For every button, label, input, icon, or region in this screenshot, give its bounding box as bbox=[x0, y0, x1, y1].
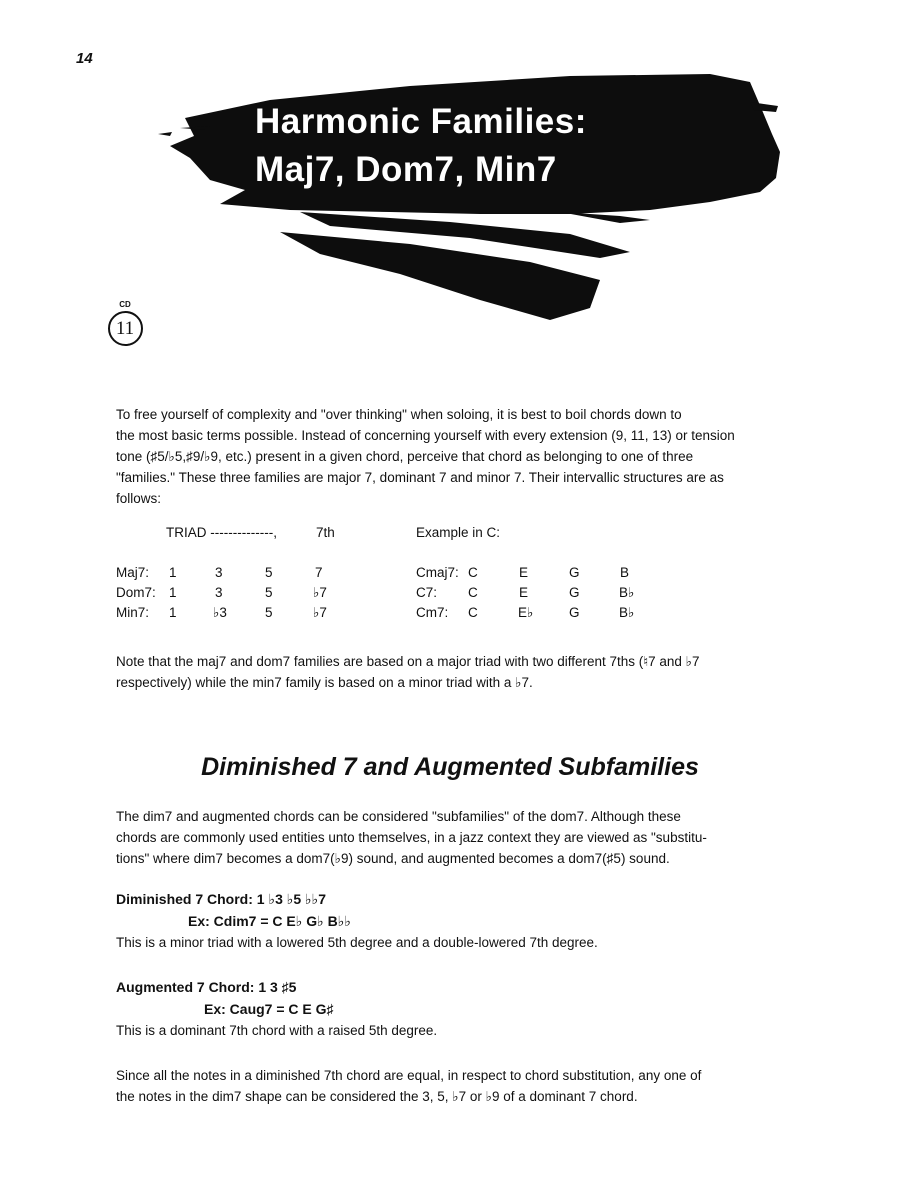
subfamily-paragraph bbox=[116, 806, 786, 869]
row-root: 1 bbox=[169, 565, 177, 580]
aug7-chord-example: Ex: Caug7 = C E G♯ bbox=[204, 1001, 334, 1017]
row-note: E♭ bbox=[518, 605, 534, 620]
row-fifth: 5 bbox=[265, 605, 273, 620]
row-note: B♭ bbox=[619, 585, 635, 600]
header-example: Example in C: bbox=[416, 525, 501, 540]
row-fifth: 5 bbox=[265, 585, 273, 600]
dim7-chord-example: Ex: Cdim7 = C E♭ G♭ B♭♭ bbox=[188, 913, 351, 929]
closing-line: Since all the notes in a diminished 7th chord are equal, in respect to chord substitution, any one of bbox=[116, 1068, 702, 1083]
row-example-name: Cmaj7: bbox=[416, 565, 459, 580]
cd-track-number: 11 bbox=[108, 311, 143, 346]
row-note: E bbox=[519, 565, 529, 580]
row-example-name: C7: bbox=[416, 585, 438, 600]
row-root: 1 bbox=[169, 585, 177, 600]
cd-track-badge bbox=[107, 300, 143, 346]
row-name: Dom7: bbox=[116, 585, 156, 600]
page-number: 14 bbox=[76, 50, 93, 67]
aug7-chord-title: Augmented 7 Chord: 1 3 ♯5 bbox=[116, 979, 297, 995]
row-fifth: 5 bbox=[265, 565, 273, 580]
row-example-name: Cm7: bbox=[416, 605, 449, 620]
intro-line: tone (♯5/♭5,♯9/♭9, etc.) present in a given chord, perceive that chord as belonging to one of three bbox=[116, 449, 694, 464]
row-note: E bbox=[519, 585, 529, 600]
dim7-chord-description: This is a minor triad with a lowered 5th degree and a double-lowered 7th degree. bbox=[116, 935, 598, 950]
row-third: ♭3 bbox=[213, 605, 227, 620]
row-note: B♭ bbox=[619, 605, 635, 620]
page-title bbox=[255, 98, 587, 194]
row-note: G bbox=[569, 585, 580, 600]
closing-line: the notes in the dim7 shape can be considered the 3, 5, ♭7 or ♭9 of a dominant 7 chord. bbox=[116, 1089, 638, 1104]
intro-line: To free yourself of complexity and "over thinking" when soloing, it is best to boil chords down to bbox=[116, 407, 682, 422]
intro-paragraph bbox=[116, 404, 786, 509]
note-line: respectively) while the min7 family is based on a minor triad with a ♭7. bbox=[116, 675, 533, 690]
note-line: Note that the maj7 and dom7 families are based on a major triad with two different 7ths (♮7 and ♭7 bbox=[116, 654, 700, 669]
row-seventh: 7 bbox=[315, 565, 323, 580]
dim7-chord-title: Diminished 7 Chord: 1 ♭3 ♭5 ♭♭7 bbox=[116, 891, 327, 907]
row-note: B bbox=[620, 565, 630, 580]
note-paragraph bbox=[116, 651, 786, 693]
row-root: 1 bbox=[169, 605, 177, 620]
header-seventh: 7th bbox=[316, 525, 335, 540]
intro-line: follows: bbox=[116, 491, 162, 506]
row-third: 3 bbox=[215, 585, 223, 600]
row-seventh: ♭7 bbox=[313, 605, 327, 620]
row-note: C bbox=[468, 565, 478, 580]
row-note: C bbox=[468, 585, 478, 600]
row-note: C bbox=[468, 605, 478, 620]
row-seventh: ♭7 bbox=[313, 585, 327, 600]
intro-line: the most basic terms possible. Instead of concerning yourself with every extension (9, 11, 13) or tension bbox=[116, 428, 735, 443]
row-name: Maj7: bbox=[116, 565, 150, 580]
aug7-chord-description: This is a dominant 7th chord with a raised 5th degree. bbox=[116, 1023, 438, 1038]
row-note: G bbox=[569, 565, 580, 580]
row-note: G bbox=[569, 605, 580, 620]
title-line-1: Harmonic Families: bbox=[255, 102, 587, 141]
cd-label: CD bbox=[119, 300, 131, 309]
intro-line: "families." These three families are major 7, dominant 7 and minor 7. Their intervallic structures are as bbox=[116, 470, 724, 485]
closing-paragraph bbox=[116, 1065, 786, 1107]
row-name: Min7: bbox=[116, 605, 150, 620]
section-heading: Diminished 7 and Augmented Subfamilies bbox=[201, 753, 699, 781]
row-third: 3 bbox=[215, 565, 223, 580]
subfamily-line: tions" where dim7 becomes a dom7(♭9) sound, and augmented becomes a dom7(♯5) sound. bbox=[116, 851, 670, 866]
title-line-2: Maj7, Dom7, Min7 bbox=[255, 150, 557, 189]
header-triad: TRIAD --------------, bbox=[166, 525, 277, 540]
subfamily-line: The dim7 and augmented chords can be considered "subfamilies" of the dom7. Although these bbox=[116, 809, 681, 824]
subfamily-line: chords are commonly used entities unto themselves, in a jazz context they are viewed as "substitu- bbox=[116, 830, 707, 845]
